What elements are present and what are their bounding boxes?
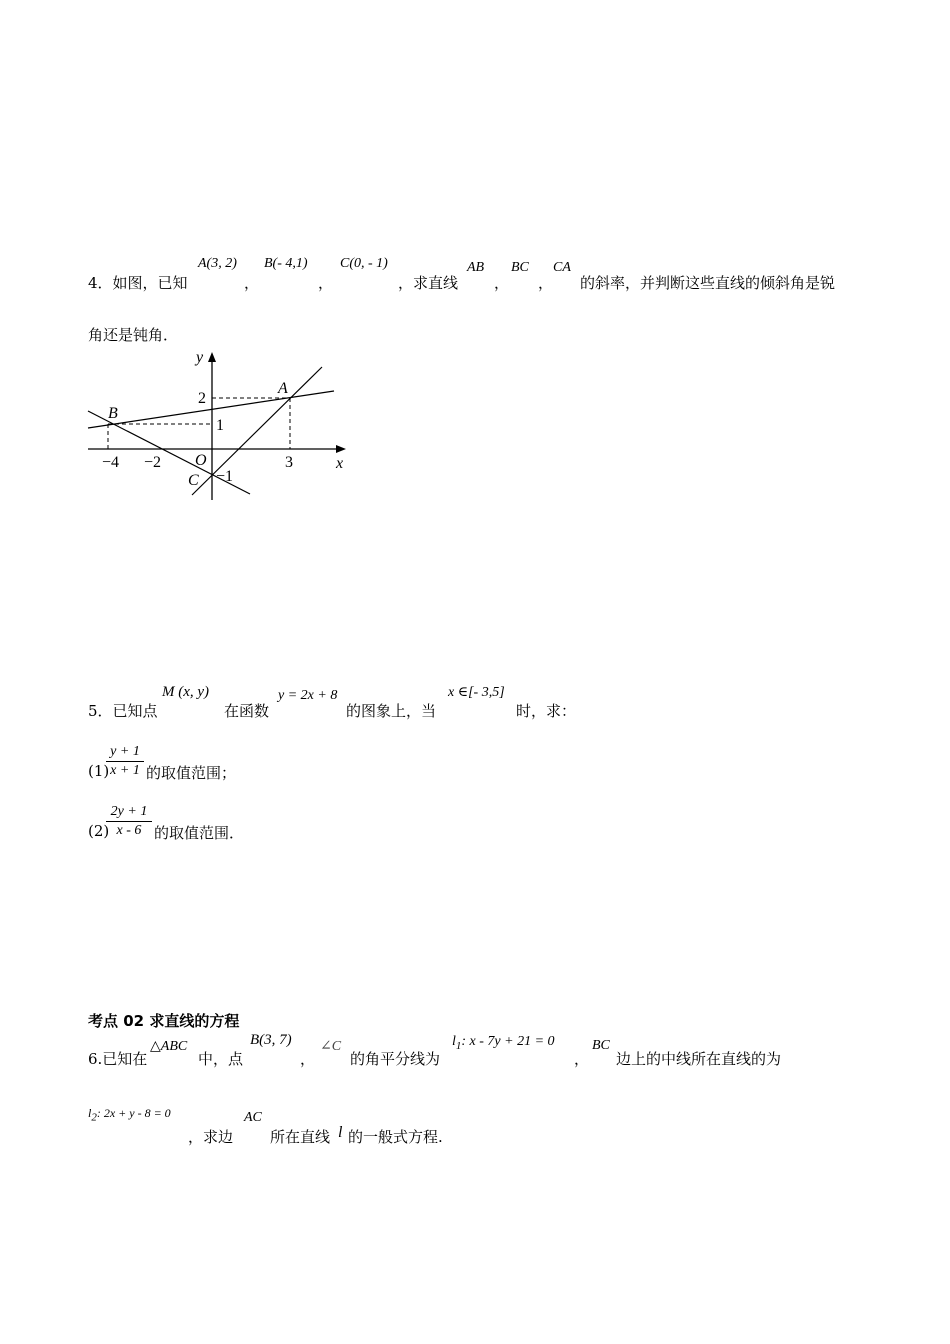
tick-x-minus-2: −2	[144, 454, 162, 471]
q4-comma-2: ，	[318, 274, 334, 292]
x-axis-label: x	[336, 455, 344, 472]
q4-point-a: A(3, 2)	[198, 256, 237, 271]
q6-find-text: ，求边	[188, 1128, 234, 1146]
q5-part1-denominator: x + 1	[110, 763, 140, 778]
tick-x-3: 3	[285, 454, 293, 471]
q6-point-text: 中，点	[198, 1050, 244, 1068]
q4-comma-1: ，	[244, 274, 260, 292]
point-b-label: B	[108, 405, 118, 422]
section-title: 考点 02 求直线的方程	[88, 1012, 240, 1030]
point-c-label: C	[188, 472, 199, 489]
tick-x-minus-4: −4	[102, 454, 120, 471]
line-ab	[88, 391, 334, 428]
q4-intro-text: 4．如图，已知	[88, 274, 188, 292]
q6-general-form-text: 的一般式方程.	[348, 1128, 443, 1146]
q5-part2-numerator: 2y + 1	[110, 804, 148, 819]
q6-intro-text: 6.已知在	[88, 1050, 148, 1068]
q6-comma-1: ，	[300, 1050, 316, 1068]
q4-line-bc: BC	[511, 260, 529, 275]
q5-part1-text: 的取值范围；	[146, 764, 237, 782]
q6-line-text: 所在直线	[270, 1128, 331, 1146]
q5-domain: x ∈[- 3,5]	[448, 685, 505, 700]
q4-find-text: ，求直线	[398, 274, 459, 292]
y-axis-label: y	[196, 349, 204, 366]
q6-l1-equation: : x - 7y + 21 = 0	[461, 1034, 555, 1049]
q5-graph-text: 的图象上，当	[346, 702, 437, 720]
q5-function-text: 在函数	[224, 702, 270, 720]
q5-part2-label: (2)	[88, 822, 110, 840]
q6-median-text: 边上的中线所在直线的为	[616, 1050, 782, 1068]
q5-part1-fraction-bar	[106, 761, 144, 762]
q4-point-b: B(- 4,1)	[264, 256, 308, 271]
q5-part2-denominator: x - 6	[116, 823, 142, 838]
q6-point-b: B(3, 7)	[250, 1032, 292, 1048]
tick-y-minus-1: −1	[216, 468, 234, 485]
q4-line-ab: AB	[467, 260, 485, 275]
q6-comma-2: ，	[574, 1050, 590, 1068]
q6-triangle: △ABC	[150, 1039, 188, 1054]
q5-ask-text: 时，求：	[516, 702, 577, 720]
q5-part1-fraction	[106, 744, 144, 779]
q6-side-ac: AC	[244, 1110, 262, 1125]
q5-part1-label: (1)	[88, 762, 110, 780]
q4-comma-4: ，	[538, 274, 554, 292]
q4-comma-3: ，	[494, 274, 510, 292]
q6-l2-equation: : 2x + y - 8 = 0	[96, 1106, 171, 1120]
q6-l1-subscript: 1	[455, 1039, 462, 1052]
q6-l1-name: l	[452, 1034, 456, 1049]
q6-l1	[452, 1034, 555, 1052]
q6-side-bc: BC	[592, 1038, 610, 1053]
y-axis-arrow	[208, 352, 216, 362]
x-axis-arrow	[336, 445, 346, 453]
tick-y-2: 2	[198, 390, 206, 407]
q6-bisector-text: 的角平分线为	[350, 1050, 441, 1068]
q6-l2-subscript: 2	[91, 1111, 97, 1124]
q5-part2-text: 的取值范围．	[154, 824, 245, 842]
q6-l2-name: l	[88, 1106, 92, 1120]
q4-point-c: C(0, - 1)	[340, 256, 388, 271]
q6-line-l: l	[338, 1124, 343, 1141]
q4-slope-text: 的斜率，并判断这些直线的倾斜角是锐	[580, 274, 836, 292]
q4-line-ca: CA	[553, 260, 571, 275]
q4-coordinate-figure	[80, 344, 360, 506]
q6-angle-c: ∠C	[320, 1039, 342, 1054]
tick-y-1: 1	[216, 417, 224, 434]
point-a-label: A	[278, 380, 288, 397]
q5-part1-numerator: y + 1	[110, 744, 140, 759]
q5-point-m: M (x, y)	[162, 684, 210, 700]
origin-label: O	[195, 452, 207, 469]
q5-function: y = 2x + 8	[278, 688, 338, 703]
q6-l2	[88, 1106, 171, 1123]
q5-intro-text: 5．已知点	[88, 702, 158, 720]
q5-part2-fraction-bar	[106, 821, 152, 822]
q4-second-line: 角还是钝角．	[88, 326, 179, 344]
q5-part2-fraction	[106, 804, 152, 839]
